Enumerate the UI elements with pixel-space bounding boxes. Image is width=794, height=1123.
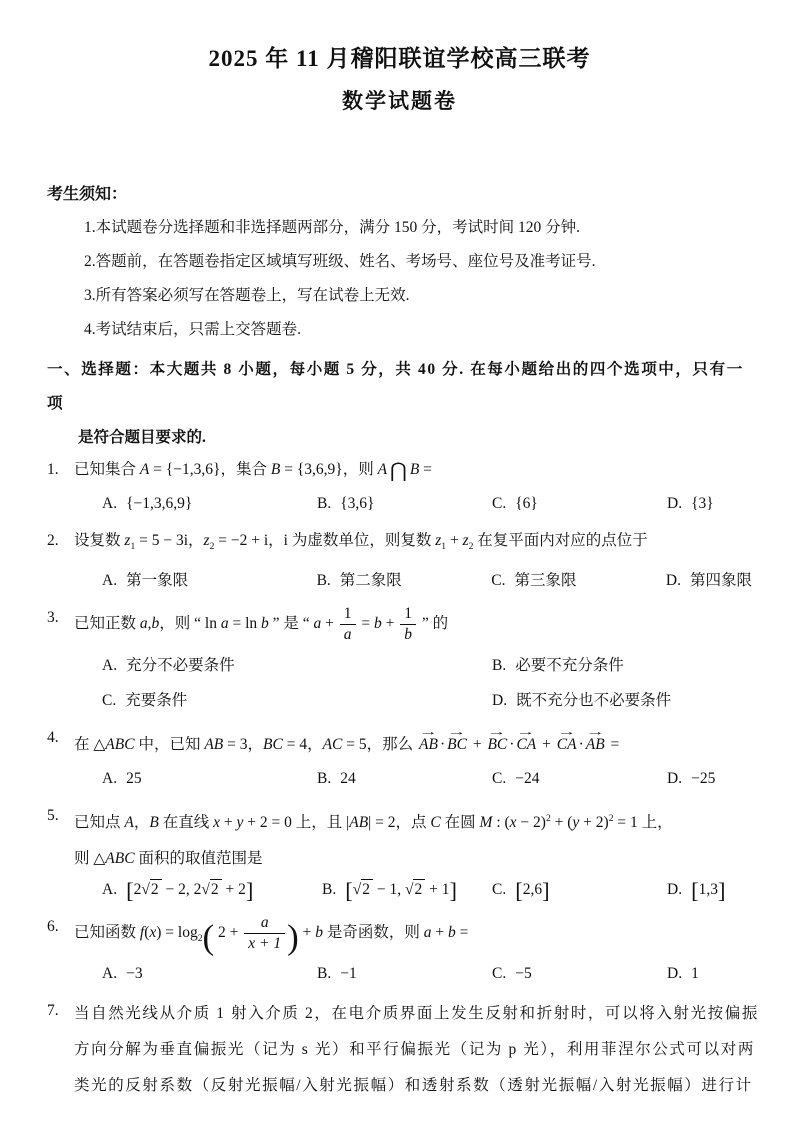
option-3B xyxy=(492,653,624,678)
option-5D-label: D. xyxy=(667,880,683,898)
option-2D-value: 第四象限 xyxy=(689,572,752,590)
question-1-stem: 已知集合 A = {−1,3,6}，集合 B = {3,6,9}，则 A ⋂ B = xyxy=(74,459,432,482)
option-6B xyxy=(317,961,492,986)
question-7-stem-line3: 类光的反射系数（反射光振幅/入射光振幅）和透射系数（透射光振幅/入射光振幅）进行计 xyxy=(74,1077,753,1095)
option-5D-value: [1,3] xyxy=(691,877,726,903)
question-3-options-row1 xyxy=(74,653,752,678)
option-6D-label: D. xyxy=(667,965,683,983)
option-4B-value: 24 xyxy=(340,769,356,787)
question-5-number: 5. xyxy=(47,806,59,824)
option-6D xyxy=(667,961,699,986)
option-1D-value: {3} xyxy=(691,495,714,512)
option-2A-label: A. xyxy=(102,572,118,590)
option-1C-value: {6} xyxy=(515,495,538,512)
question-6-number: 6. xyxy=(47,917,59,935)
section-heading-line1: 一、选择题：本大题共 8 小题，每小题 5 分，共 40 分. 在每小题给出的四个选项中，只有一项 xyxy=(47,361,744,412)
option-1B xyxy=(317,491,492,516)
question-6 xyxy=(47,912,752,997)
option-5B xyxy=(322,877,492,902)
option-3B-value: 必要不充分条件 xyxy=(515,656,624,674)
option-2C-value: 第三象限 xyxy=(514,572,577,590)
question-6-options xyxy=(74,961,752,986)
option-4A-label: A. xyxy=(102,769,118,787)
question-3-stem: 已知正数 a,b，则 “ ln a = ln b ” 是 “ a + $\frac{1}{a}$ = b + $\frac{1}{b}$ ” 的 xyxy=(74,605,449,644)
question-2-stem: 设复数 $z_1 = 5 - 3i$，$z_2 = -2 + i$，i 为虚数单位，则复数 $z_1 + z_2$ 在复平面内对应的点位于 xyxy=(74,532,648,553)
option-1C-label: C. xyxy=(492,495,507,512)
notice-item-3: 3.所有答案必须写在答题卷上，写在试卷上无效. xyxy=(84,287,410,304)
option-5A-label: A. xyxy=(102,880,118,898)
question-6-stem: 已知函数 $f(x) = \log_2$( 2 + $\frac{a}{x + 1}$ ) + b 是奇函数，则 a + b = xyxy=(74,913,469,957)
option-4B xyxy=(317,766,492,791)
option-1A xyxy=(102,491,317,516)
notice-item-2: 2.答题前，在答题卷指定区域填写班级、姓名、考场号、座位号及准考证号. xyxy=(84,253,596,270)
option-3D-value: 既不充分也不必要条件 xyxy=(516,691,672,709)
option-4C xyxy=(492,766,667,791)
option-5C xyxy=(492,877,667,902)
option-6C-label: C. xyxy=(492,965,507,983)
option-3D xyxy=(492,688,671,713)
option-6B-value: −1 xyxy=(340,965,357,983)
question-5 xyxy=(47,801,752,912)
option-3C-label: C. xyxy=(102,691,117,709)
option-5B-value: [√2 − 1, √2 + 1] xyxy=(345,877,457,903)
notice-list xyxy=(47,216,752,341)
option-2D xyxy=(666,568,752,593)
option-6C xyxy=(492,961,667,986)
option-3A-label: A. xyxy=(102,656,118,674)
option-1B-value: {3,6} xyxy=(340,495,375,512)
question-1 xyxy=(47,455,752,526)
option-1B-label: B. xyxy=(317,495,332,512)
option-2D-label: D. xyxy=(665,572,681,590)
question-1-number: 1. xyxy=(47,461,59,478)
question-3-number: 3. xyxy=(47,609,59,627)
option-5C-label: C. xyxy=(492,880,507,898)
option-1A-label: A. xyxy=(102,495,118,512)
question-2-options xyxy=(74,568,752,593)
question-4-options xyxy=(74,766,752,791)
question-5-stem-line2: 则 △ABC 面积的取值范围是 xyxy=(74,849,263,867)
option-6C-value: −5 xyxy=(515,965,532,983)
option-2A xyxy=(102,568,317,593)
option-4C-value: −24 xyxy=(515,769,540,787)
option-2B-value: 第二象限 xyxy=(339,572,402,590)
question-7-number: 7. xyxy=(47,1002,59,1020)
section-heading-line2: 是符合题目要求的. xyxy=(78,429,206,446)
question-7 xyxy=(47,996,759,1104)
section-heading xyxy=(47,353,752,455)
option-6A xyxy=(102,961,317,986)
option-1D xyxy=(667,491,714,516)
option-1A-value: {−1,3,6,9} xyxy=(126,495,193,512)
option-5C-value: [2,6] xyxy=(515,877,550,903)
option-2C xyxy=(491,568,666,593)
option-3C-value: 充要条件 xyxy=(125,691,188,709)
option-4D xyxy=(667,766,715,791)
option-3B-label: B. xyxy=(492,656,507,674)
question-7-stem-line1: 当自然光线从介质 1 射入介质 2，在电介质界面上发生反射和折射时，可以将入射光按偏振 xyxy=(74,1005,759,1023)
option-2A-value: 第一象限 xyxy=(126,572,189,590)
question-5-options xyxy=(74,877,752,902)
exam-subtitle: 数学试题卷 xyxy=(342,89,457,113)
option-3D-label: D. xyxy=(492,691,508,709)
option-5A xyxy=(102,877,322,902)
question-4 xyxy=(47,723,752,801)
question-2 xyxy=(47,526,752,603)
option-4B-label: B. xyxy=(317,769,332,787)
option-4C-label: C. xyxy=(492,769,507,787)
option-4D-value: −25 xyxy=(691,769,716,787)
option-6B-label: B. xyxy=(317,965,332,983)
option-2B xyxy=(317,568,492,593)
option-5D xyxy=(667,877,725,902)
notice-item-1: 1.本试题卷分选择题和非选择题两部分，满分 150 分，考试时间 120 分钟. xyxy=(84,219,581,236)
option-6A-label: A. xyxy=(102,965,118,983)
question-7-stem-line2: 方向分解为垂直偏振光（记为 s 光）和平行偏振光（记为 p 光），利用菲涅尔公式可以对两 xyxy=(74,1041,755,1059)
option-4A-value: 25 xyxy=(126,769,142,787)
question-2-number: 2. xyxy=(47,532,59,549)
option-5B-label: B. xyxy=(322,880,337,898)
question-4-stem: 在 △ABC 中，已知 AB = 3，BC = 4，AC = 5，那么 → AB · → BC + → BC · → CA + → CA · → AB = xyxy=(74,725,752,757)
option-3C xyxy=(102,688,492,713)
notice-item-4: 4.考试结束后，只需上交答题卷. xyxy=(84,321,302,338)
option-1C xyxy=(492,491,667,516)
option-4D-label: D. xyxy=(667,769,683,787)
question-5-stem-line1: 已知点 A，B 在直线 x + y + 2 = 0 上，且 |AB| = 2，点 C 在圆 M : $(x - 2)^2 + (y + 2)^2 = 1$ 上， xyxy=(74,812,673,831)
option-3A xyxy=(102,653,492,678)
question-1-options xyxy=(74,491,752,516)
question-3-options-row2 xyxy=(74,688,752,713)
question-4-number: 4. xyxy=(47,728,59,746)
option-5A-value: [2√2 − 2, 2√2 + 2] xyxy=(126,877,254,903)
option-4A xyxy=(102,766,317,791)
question-3 xyxy=(47,603,752,723)
option-2C-label: C. xyxy=(491,572,506,590)
option-3A-value: 充分不必要条件 xyxy=(126,656,235,674)
notice-heading: 考生须知： xyxy=(47,186,128,203)
option-1D-label: D. xyxy=(667,495,683,512)
option-2B-label: B. xyxy=(316,572,331,590)
exam-title: 2025 年 11 月稽阳联谊学校高三联考 xyxy=(208,46,591,71)
option-6D-value: 1 xyxy=(691,965,699,983)
option-6A-value: −3 xyxy=(126,965,143,983)
